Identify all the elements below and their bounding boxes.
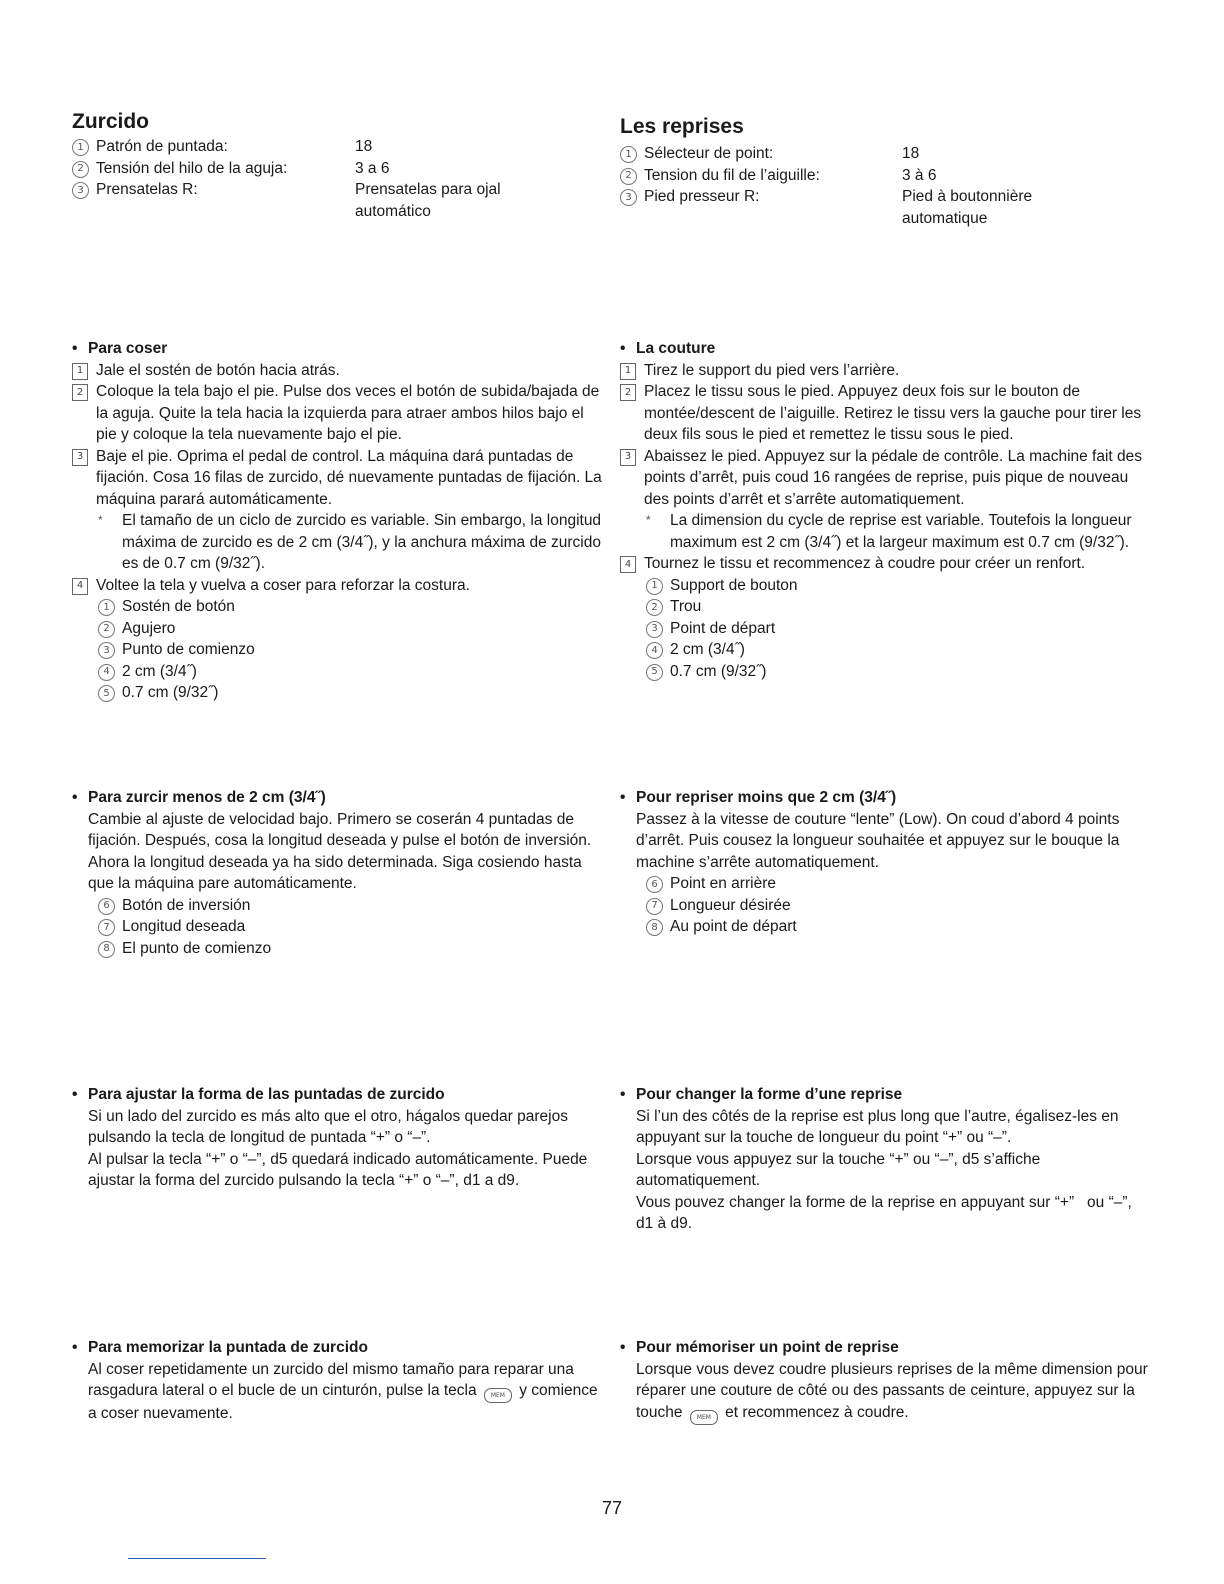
note-text: El tamaño de un ciclo de zurcido es variable. Sin embargo, la longitud máxima de zurcido es de 2 cm (3/4˝), y la anchura máxima de zurcido es de 0.7 cm (9/32˝). <box>122 512 602 572</box>
callout: 1 Support de bouton <box>646 575 1150 597</box>
mem-key-icon: MEM <box>690 1410 718 1425</box>
callout-number-icon: 4 <box>98 664 115 681</box>
section-heading: • Para coser <box>72 340 168 357</box>
step-text: Baje el pie. Oprima el pedal de control. La máquina dará puntadas de fijación. Cosa 16 filas de zurcido, dé nuevamente puntadas de fijación. La máquina parará automáticamente. <box>96 447 602 508</box>
less-than-section <box>72 787 602 959</box>
step-number-icon: 1 <box>620 363 636 380</box>
section-text: Si un lado del zurcido es más alto que el otro, hágalos quedar parejos pulsando la tecla de longitud de puntada “+” o “–”. <box>88 1107 568 1146</box>
note <box>72 510 602 575</box>
callout-number-icon: 5 <box>98 685 115 702</box>
callout: 4 2 cm (3/4˝) <box>646 639 1150 661</box>
section-heading: • Para memorizar la puntada de zurcido <box>72 1339 368 1356</box>
section-text: Passez à la vitesse de couture “lente” (Low). On coud d’abord 4 points d’arrêt. Puis cousez la longueur souhaitée et appuyez sur le bouque la machine s’arrête automatiquement. <box>636 810 1120 871</box>
spec-row <box>620 143 1150 165</box>
spec-row <box>620 165 1150 187</box>
step-text: Coloque la tela bajo el pie. Pulse dos veces el botón de subida/bajada de la aguja. Quite la tela hacia la izquierda para atraer ambos hilos bajo el pie y coloque la tela nuevamente bajo el pie. <box>96 383 600 443</box>
spec-label: Pied presseur R: <box>644 188 760 205</box>
callout-list <box>72 596 602 704</box>
spec-label: Sélecteur de point: <box>644 145 774 162</box>
spec-value: 18 <box>902 145 920 162</box>
spec-value: Pied à boutonnière automatique <box>902 188 1033 227</box>
section-text: Al pulsar la tecla “+” o “–”, d5 quedará indicado automáticamente. Puede ajustar la forma del zurcido pulsando la tecla “+” o “–”, d1 a d9. <box>88 1150 588 1189</box>
footer-divider <box>128 1558 266 1559</box>
spec-list <box>72 136 602 220</box>
section-heading: • Pour repriser moins que 2 cm (3/4˝) <box>620 789 897 806</box>
spec-row <box>72 158 602 180</box>
callout: 2 Agujero <box>98 618 602 640</box>
step-text: Jale el sostén de botón hacia atrás. <box>96 361 340 379</box>
callout-number-icon: 2 <box>72 161 89 178</box>
callout: 7 Longitud deseada <box>98 916 602 938</box>
section-text: Lorsque vous appuyez sur la touche “+” ou “–”, d5 s’affiche automatiquement. <box>636 1150 1041 1189</box>
sewing-section <box>620 338 1150 682</box>
step-text: Voltee la tela y vuelva a coser para reforzar la costura. <box>96 576 470 594</box>
step-text: Placez le tissu sous le pied. Appuyez deux fois sur le bouton de montée/descent de l’aiguille. Retirez le tissu vers la gauche pour tirer les deux fils sous le pied et remettez le tissu sous le pied. <box>644 383 1142 443</box>
note <box>620 510 1150 553</box>
spec-value: Prensatelas para ojal automático <box>355 181 501 220</box>
spec-row <box>72 179 602 220</box>
callout: 6 Point en arrière <box>646 873 1150 895</box>
callout-number-icon: 3 <box>620 189 637 206</box>
page-number: 77 <box>601 1498 623 1518</box>
section-text: Si l’un des côtés de la reprise est plus long que l’autre, égalisez-les en appuyant sur la touche de longueur du point “+” ou “–”. <box>636 1107 1119 1146</box>
section-heading: • La couture <box>620 340 716 357</box>
mem-key-icon: MEM <box>484 1388 512 1403</box>
memorize-section <box>620 1337 1150 1425</box>
callout-number-icon: 8 <box>646 919 663 936</box>
callout-number-icon: 6 <box>646 876 663 893</box>
step-text: Tirez le support du pied vers l’arrière. <box>644 361 900 379</box>
section-heading: • Para ajustar la forma de las puntadas de zurcido <box>72 1086 445 1103</box>
callout-number-icon: 7 <box>646 898 663 915</box>
callout-number-icon: 8 <box>98 941 115 958</box>
callout-number-icon: 1 <box>98 599 115 616</box>
adjust-section <box>620 1084 1150 1235</box>
note-text: La dimension du cycle de reprise est variable. Toutefois la longueur maximum est 2 cm (3/4˝) et la largeur maximum est 0.7 cm (9/32˝). <box>670 512 1132 551</box>
callout: 8 El punto de comienzo <box>98 938 602 960</box>
step <box>620 553 1150 575</box>
step <box>72 575 602 597</box>
section-text: Al coser repetidamente un zurcido del mismo tamaño para reparar una rasgadura lateral o el bucle de un cinturón, pulse la tecla MEM y comience a coser nuevamente. <box>88 1360 598 1422</box>
spec-row <box>620 186 1150 227</box>
callout-number-icon: 1 <box>646 578 663 595</box>
section-title: Les reprises <box>620 115 744 138</box>
callout: 6 Botón de inversión <box>98 895 602 917</box>
memorize-section <box>72 1337 602 1425</box>
section-text: Lorsque vous devez coudre plusieurs reprises de la même dimension pour réparer une couture de côté ou des passants de ceinture, appuyez sur la touche MEM et recommencez à coudre. <box>620 1359 1150 1425</box>
spec-label: Prensatelas R: <box>96 181 198 198</box>
callout-number-icon: 2 <box>98 621 115 638</box>
spec-list <box>620 143 1150 227</box>
callout-number-icon: 2 <box>620 168 637 185</box>
callout-list <box>72 895 602 960</box>
callout: 8 Au point de départ <box>646 916 1150 938</box>
callout: 7 Longueur désirée <box>646 895 1150 917</box>
spec-label: Patrón de puntada: <box>96 138 228 155</box>
spec-label: Tension du fil de l’aiguille: <box>644 166 820 184</box>
step <box>620 360 1150 382</box>
callout: 5 0.7 cm (9/32˝) <box>98 682 602 704</box>
spec-value: 3 à 6 <box>902 166 937 184</box>
spec-value: 3 a 6 <box>355 159 390 177</box>
callout: 3 Point de départ <box>646 618 1150 640</box>
step-number-icon: 3 <box>72 449 88 466</box>
callout: 2 Trou <box>646 596 1150 618</box>
spec-value: 18 <box>355 138 373 155</box>
step-number-icon: 1 <box>72 363 88 380</box>
callout-number-icon: 5 <box>646 664 663 681</box>
spec-label: Tensión del hilo de la aguja: <box>96 159 288 177</box>
callout-number-icon: 1 <box>72 139 89 156</box>
section-heading: • Pour mémoriser un point de reprise <box>620 1339 899 1356</box>
callout: 1 Sostén de botón <box>98 596 602 618</box>
callout-number-icon: 3 <box>646 621 663 638</box>
callout-number-icon: 3 <box>98 642 115 659</box>
callout-number-icon: 4 <box>646 642 663 659</box>
step <box>620 381 1150 446</box>
step-number-icon: 2 <box>620 384 636 401</box>
callout-number-icon: 7 <box>98 919 115 936</box>
section-heading: • Para zurcir menos de 2 cm (3/4˝) <box>72 789 326 806</box>
less-than-section <box>620 787 1150 938</box>
section-text: Cambie al ajuste de velocidad bajo. Primero se coserán 4 puntadas de fijación. Después, cosa la longitud deseada y pulse el botón de inversión. Ahora la longitud deseada ya ha sido determinada. Siga cosiendo hasta que la máquina pare automáticamente. <box>88 810 592 892</box>
sewing-section <box>72 338 602 704</box>
step <box>72 360 602 382</box>
asterisk-icon: * <box>98 513 103 527</box>
step-text: Tournez le tissu et recommencez à coudre pour créer un renfort. <box>644 555 1086 572</box>
section-heading: • Pour changer la forme d’une reprise <box>620 1086 903 1103</box>
callout-number-icon: 3 <box>72 182 89 199</box>
step-number-icon: 4 <box>620 556 636 573</box>
spec-row <box>72 136 602 158</box>
callout-list <box>620 873 1150 938</box>
step-number-icon: 4 <box>72 578 88 595</box>
step-number-icon: 3 <box>620 449 636 466</box>
step <box>72 381 602 446</box>
step-number-icon: 2 <box>72 384 88 401</box>
callout: 4 2 cm (3/4˝) <box>98 661 602 683</box>
callout-number-icon: 6 <box>98 898 115 915</box>
callout-list <box>620 575 1150 683</box>
section-text: Vous pouvez changer la forme de la reprise en appuyant sur “+” ou “–”, d1 à d9. <box>636 1193 1137 1232</box>
section-title: Zurcido <box>72 110 149 133</box>
step <box>72 446 602 511</box>
callout-number-icon: 2 <box>646 599 663 616</box>
asterisk-icon: * <box>646 513 651 527</box>
adjust-section <box>72 1084 602 1192</box>
callout: 3 Punto de comienzo <box>98 639 602 661</box>
step-text: Abaissez le pied. Appuyez sur la pédale de contrôle. La machine fait des points d’arrêt, puis coud 16 rangées de reprise, puis pique de nouveau des points d’arrêt et s’arrête automatiquement. <box>644 447 1143 508</box>
callout: 5 0.7 cm (9/32˝) <box>646 661 1150 683</box>
callout-number-icon: 1 <box>620 146 637 163</box>
step <box>620 446 1150 511</box>
